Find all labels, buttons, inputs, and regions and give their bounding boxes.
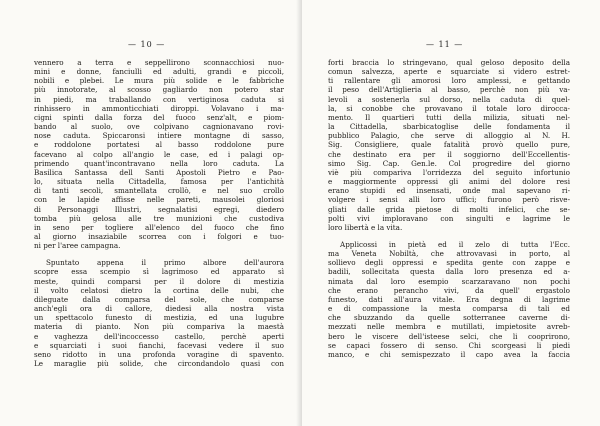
text-line: nimata dal loro esempio scarzaravano non pochi — [328, 276, 570, 286]
text-line: ni per l'aree campagna. — [34, 241, 121, 251]
text-line: mento. Il quartieri tutti della milizia, situati nel- — [328, 112, 570, 122]
text-line: levoli a sostenerla sul dorso, nella caduta di quel- — [328, 94, 570, 104]
text-line: vennero a terra e seppellirono sconnacchiosi nuo- — [34, 58, 284, 67]
text-line: seno ridotto in una profonda voragine di spavento. — [34, 349, 284, 359]
page-number-left: — 10 — — [128, 40, 166, 49]
text-line: la, si conobbe che provavano il totale loro dirocca- — [328, 103, 570, 113]
text-line: funesto, dati all'aura vitale. Era degna di lagrime — [328, 294, 570, 304]
text-line: che sbuzzando da quelle sotterranee caverne di- — [328, 313, 570, 323]
right-page — [302, 0, 600, 426]
text-line: il peso dell'Artiglieria al basso, perchè non più va- — [328, 85, 570, 95]
text-line: e vaghezza dell'incoccesso castello, perchè aperti — [34, 331, 284, 341]
text-line: mezzati nelle membra e mutillati, impietosite avreb- — [328, 322, 570, 332]
text-line: loro libertà e la vita. — [328, 222, 403, 232]
text-line: con le lapide affisse nelle pareti, mausolei gloriosi — [34, 195, 284, 205]
text-line: simo Sig. Cap. Gen.le. Col progredire del giorno — [328, 158, 570, 168]
text-line: e di compassione la mesta comparsa di tali ed — [328, 304, 570, 314]
right-page-text — [328, 58, 570, 359]
text-line: il volto celatosi dietro la cortina delle nubi, che — [34, 285, 284, 295]
text-line: ti rallentare gli amorosi loro amplessi, e gettando — [328, 76, 570, 86]
text-line: al giorno insaziabile scorrea con i folgori e tuo- — [34, 231, 284, 241]
text-line: polti vivi imploravano con singulti e lagrime le — [328, 213, 570, 223]
text-line: e roddolone portatesi al basso roddolone pure — [34, 140, 284, 150]
text-line: Basilica Santassa dell Santi Apostoli Pietro e Pao- — [34, 167, 284, 177]
text-line: e squarciati i suoi fianchi, facevasi vedere il suo — [34, 340, 284, 350]
text-line: di Personaggi Illustri, segnalatisi egregi, diedero — [34, 204, 284, 214]
text-line: viè più compariva l'orridezza del seguito infortunio — [328, 167, 570, 177]
text-line: manco, e chi semispezzato il capo avea la faccia — [328, 349, 570, 359]
text-line: che destinato era per il soggiorno dell'Eccellentis- — [328, 149, 570, 159]
text-line: nose caduta. Spiccaronsi intiere montagne di sasso, — [34, 131, 284, 141]
text-line: tomba più gelosa alle tre munizioni che custodiva — [34, 213, 284, 223]
text-line: nobili e plebei. Le mura più solide e le fabbriche — [34, 76, 284, 86]
text-line: un spettacolo funesto di mestizia, ed una lugubre — [34, 313, 284, 323]
text-line: erano stupidi ed insensati, onde mal sapevano ri- — [328, 186, 570, 196]
text-line: Le maraglie più solide, che circondandolo quasi con — [34, 359, 284, 368]
text-line: sollievo degli oppressi e spedita gente con zappe e — [328, 258, 570, 268]
text-line: forti braccia lo stringevano, qual geloso deposito della — [328, 58, 570, 67]
text-line: bero le viscere dell'isteese selci, che li cooprirono, — [328, 331, 570, 341]
text-line: ma Veneta Nobiltà, che attrovavasi in porto, al — [328, 249, 570, 259]
text-line: primendo quant'incontravano nella loro caduta. La — [34, 158, 284, 168]
text-line: mini e donne, fanciulli ed adulti, grandi e piccoli, — [34, 67, 284, 77]
text-line: Applicossi in pietà ed il zelo di tutta l'Ecc. — [340, 239, 570, 249]
text-line: materia di pianto. Non più compariva la maestà — [34, 322, 284, 332]
text-line: più innotorate, al scosso gagliardo non potero star — [34, 85, 284, 95]
text-line: in piedi, ma traballando con vertiginosa caduta si — [34, 94, 284, 104]
text-line: in seno per togliere all'elenco del fuoco che fino — [34, 222, 284, 232]
paragraph-gap — [328, 232, 570, 240]
text-line: scopre essa scempio sì lagrimoso ed apparato sì — [34, 267, 284, 277]
text-line: meste, quindi comparsi per il dolore di mestizia — [34, 276, 284, 286]
text-line: pubblico Palagio, che serve di alloggio al N. H. — [328, 131, 570, 141]
text-line: anch'egli ora di callore, diedesi alla nostra vista — [34, 304, 284, 314]
text-line: Spuntato appena il primo albore dell'aurora — [46, 258, 284, 268]
text-line: comun salvezza, aperte e squarciate si videro estret- — [328, 67, 570, 77]
text-line: se capaci fossero di senso. Chi scorgeasi li piedi — [328, 340, 570, 350]
paragraph-gap — [34, 250, 284, 258]
text-line: badili, sollecitata questa dalla loro presenza ed a- — [328, 267, 570, 277]
text-line: di tanti secoli, smantellata crollò, e nel suo crollo — [34, 186, 284, 196]
text-line: facevano al colpo all'angio le case, ed i palagi op- — [34, 149, 284, 159]
left-page-text — [34, 58, 284, 368]
text-line: cigni spinti dalla forza del fuoco senz'alt, e piom- — [34, 112, 284, 122]
text-line: dileguate dalla comparsa del sole, che comparse — [34, 294, 284, 304]
text-line: rinhissero in ammonticchiati diroppi. Volavano i ma- — [34, 103, 284, 113]
text-line: la Cittadella, sbarbicatoglise delle fondamenta il — [328, 122, 570, 132]
text-line: bando al suolo, ove colpivano cagnionavano rovi- — [34, 122, 284, 132]
page-number-right: — 11 — — [426, 40, 464, 49]
text-line: volgere i sensi alli loro uffici; furono però risve- — [328, 195, 570, 205]
text-line: gliati dalle grida pietose di molti infelici, che se- — [328, 204, 570, 214]
text-line: che erano perancho vivi, da quell' ergastolo — [328, 285, 570, 295]
text-line: lo, situata nella Cittadella, famosa per l'antichità — [34, 177, 284, 187]
text-line: Sig. Consigliere, quale fatalità provò quello pure, — [328, 140, 570, 150]
text-line: e maggiormente oppressi gli animi del dolore resi — [328, 177, 570, 187]
